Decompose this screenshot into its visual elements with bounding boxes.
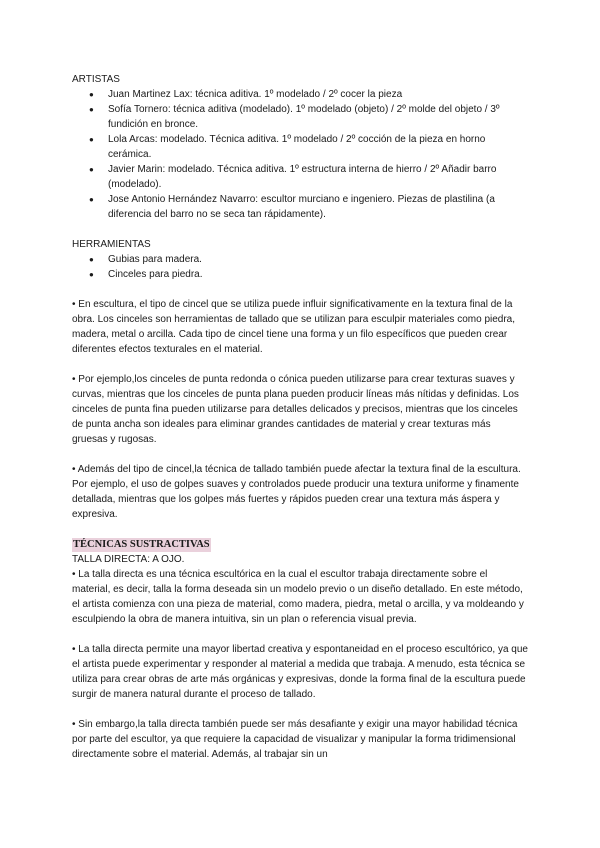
paragraph-tipos-cincel: • Por ejemplo,los cinceles de punta redonda o cónica pueden utilizarse para crear texturas suaves y curvas, mientras que los cinceles de punta plana pueden producir líneas más nítidas y definidas. Los cinceles de punta fina pueden utilizarse para detalles delicados y precisos, mientras que los cinceles de punta ancha son ideales para eliminar grandes cantidades de material y crear texturas más gruesas y rugosas. <box>72 374 519 445</box>
section-heading-wrap <box>72 537 528 552</box>
section-heading-sustractivas: TÉCNICAS SUSTRACTIVAS <box>73 539 210 550</box>
paragraph-cincel-textura: • En escultura, el tipo de cincel que se utiliza puede influir significativamente en la textura final de la obra. Los cinceles son herramientas de tallado que se utilizan para esculpir materiales como piedra, madera, metal o arcilla. Cada tipo de cincel tiene una forma y un filo específicos que pueden crear diferentes efectos texturales en el material. <box>72 299 516 355</box>
list-item-text: Jose Antonio Hernández Navarro: escultor murciano e ingeniero. Piezas de plastilina (a diferencia del barro no se seca tan rápidamente). <box>108 194 495 220</box>
bullet-icon: ● <box>89 195 94 204</box>
bullet-icon: ● <box>89 270 94 279</box>
list-item-text: Javier Marin: modelado. Técnica aditiva. 1º estructura interna de hierro / 2º Añadir barro (modelado). <box>108 164 497 190</box>
list-item <box>72 87 528 102</box>
herramientas-label: HERRAMIENTAS <box>72 239 151 250</box>
list-item <box>72 132 528 162</box>
list-item <box>72 267 528 282</box>
spacer <box>72 702 528 717</box>
bullet-icon: ● <box>89 105 94 114</box>
herramientas-list <box>72 252 528 282</box>
list-item-text: Lola Arcas: modelado. Técnica aditiva. 1º modelado / 2º cocción de la pieza en horno cerámica. <box>108 134 486 160</box>
document-page <box>72 72 528 762</box>
subheading-talla-directa: TALLA DIRECTA: A OJO. <box>72 554 185 565</box>
spacer <box>72 522 528 537</box>
paragraph-tecnica-tallado: • Además del tipo de cincel,la técnica de tallado también puede afectar la textura final de la escultura. Por ejemplo, el uso de golpes suaves y controlados puede producir una textura uniforme y finamente detallada, mientras que los golpes más fuertes y rápidos pueden crear una textura más áspera y expresiva. <box>72 464 521 520</box>
spacer <box>72 222 528 237</box>
artistas-list <box>72 87 528 222</box>
bullet-icon: ● <box>89 90 94 99</box>
list-item-text: Cinceles para piedra. <box>108 269 203 280</box>
list-item <box>72 162 528 192</box>
bullet-icon: ● <box>89 255 94 264</box>
paragraph-talla-directa-def: • La talla directa es una técnica escultórica en la cual el escultor trabaja directamente sobre el material, es decir, talla la forma deseada sin un modelo previo o un diseño detallado. En este método, el artista comienza con una pieza de material, como madera, piedra, metal o arcilla, y va moldeando y esculpiendo la obra de manera intuitiva, sin un plan o referencia visual previa. <box>72 569 524 625</box>
bullet-icon: ● <box>89 135 94 144</box>
list-item <box>72 102 528 132</box>
spacer <box>72 447 528 462</box>
spacer <box>72 282 528 297</box>
artistas-label: ARTISTAS <box>72 74 120 85</box>
list-item <box>72 252 528 267</box>
list-item-text: Gubias para madera. <box>108 254 202 265</box>
list-item-text: Sofía Tornero: técnica aditiva (modelado). 1º modelado (objeto) / 2º molde del objeto / 3º fundición en bronce. <box>108 104 500 130</box>
list-item-text: Juan Martinez Lax: técnica aditiva. 1º modelado / 2º cocer la pieza <box>108 89 403 100</box>
list-item <box>72 192 528 222</box>
paragraph-talla-libertad: • La talla directa permite una mayor libertad creativa y espontaneidad en el proceso escultórico, ya que el artista puede experimentar y responder al material a medida que trabaja. A menudo, esta técnica se utiliza para crear obras de arte más orgánicas y expresivas, donde la forma final de la escultura puede surgir de manera natural durante el proceso de tallado. <box>72 644 528 700</box>
spacer <box>72 357 528 372</box>
spacer <box>72 627 528 642</box>
bullet-icon: ● <box>89 165 94 174</box>
paragraph-talla-desafiante: • Sin embargo,la talla directa también puede ser más desafiante y exigir una mayor habilidad técnica por parte del escultor, ya que requiere la capacidad de visualizar y manipular la forma tridimensional directamente sobre el material. Además, al trabajar sin un <box>72 719 518 760</box>
